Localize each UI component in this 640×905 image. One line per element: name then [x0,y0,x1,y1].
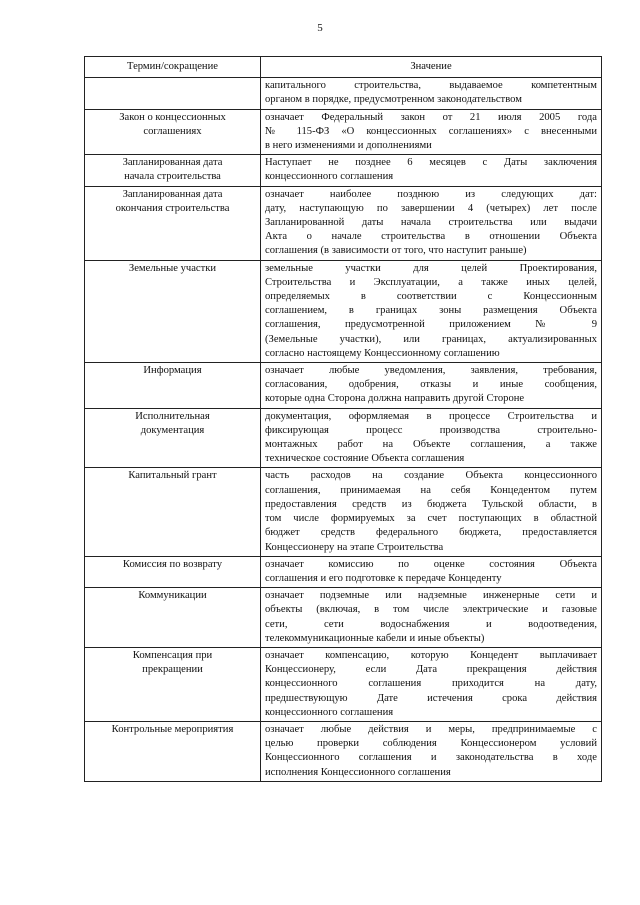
definition-line: (Земельные участки), или границах, актуализированных [265,333,597,345]
table-row [85,363,602,409]
definition-line: предоставления средств из бюджета Тульской области, в [265,498,597,510]
table-row [85,468,602,556]
definition-line: которые одна Сторона должна направить другой Стороне [265,393,525,405]
term-line: Запланированная дата [122,188,223,200]
definition-line: означает подземные или надземные инженерные сети и [265,590,597,602]
header-meaning: Значение [261,57,602,78]
term-line: Исполнительная [135,410,210,422]
table-row [85,155,602,186]
header-term: Термин/сокращение [85,57,261,78]
table-row [85,186,602,260]
table-row [85,647,602,721]
definition-line: телекоммуникационные кабели и иные объекты) [265,632,485,644]
definition-line: Акта о начале строительства в отношении Объекта [265,231,597,243]
definition-line: капитального строительства, выдаваемое компетентным [265,80,597,92]
table-row [85,260,602,362]
definition-cell [261,155,602,186]
term-cell [85,556,261,587]
definition-cell [261,588,602,648]
definition-cell [261,647,602,721]
definition-line: соглашения (в зависимости от того, что наступит раньше) [265,245,527,257]
definition-line: концессионного соглашения [265,171,394,183]
definition-line: соглашения, предусмотренной приложением № 9 [265,319,597,331]
term-cell [85,588,261,648]
term-cell [85,647,261,721]
term-line: Капитальный грант [128,470,217,482]
definition-line: бюджет средств федерального бюджета, предоставляется [265,527,597,539]
term-line: документация [140,424,205,436]
term-cell [85,468,261,556]
definition-line: означает наиболее позднюю из следующих дат: [265,188,597,200]
definition-cell [261,556,602,587]
table-row [85,721,602,781]
term-cell [85,260,261,362]
table-row [85,408,602,468]
definition-line: Концессионеру на этапе Строительства [265,541,444,553]
definition-line: соглашением, в границах зоны размещения Объекта [265,305,597,317]
definition-line: монтажных работ на Объекте соглашения, а также [265,439,597,451]
definition-line: исполнения Концессионного соглашения [265,766,451,778]
definition-line: Строительства и Эксплуатации, а также иных целей, [265,276,597,288]
definition-line: означает компенсацию, которую Концедент выплачивает [265,649,597,661]
term-line: Коммуникации [138,590,207,602]
definition-cell [261,468,602,556]
terms-table [84,56,602,782]
term-line: Контрольные мероприятия [111,723,234,735]
table-row [85,109,602,155]
definition-line: Концессионеру, если Дата прекращения действия [265,664,597,676]
table-row [85,588,602,648]
definition-line: концессионного соглашения приходится на дату, [265,678,597,690]
term-cell [85,186,261,260]
definition-line: Запланированной даты начала строительства или выдачи [265,217,597,229]
definition-line: фиксирующая процесс производства строительно- [265,424,597,436]
definition-line: техническое состояние Объекта соглашения [265,453,465,465]
term-line: Закон о концессионных [119,111,226,123]
definition-line: согласно настоящему Концессионному соглашению [265,347,500,359]
definition-line: означает Федеральный закон от 21 июля 2005 года [265,111,597,123]
definition-line: том числе формируемых за счет поступающих в областной [265,513,597,525]
definition-line: означает комиссию по оценке состояния Объекта [265,558,597,570]
definition-line: Концессионного соглашения и законодательства в ходе [265,752,597,764]
definition-line: означает любые действия и меры, предпринимаемые с [265,723,597,735]
definition-line: согласования, одобрения, отказы и иные сообщения, [265,379,597,391]
term-line: Земельные участки [128,262,217,274]
term-line: Комиссия по возврату [122,558,223,570]
definition-line: целью проверки соблюдения Концессионером условий [265,738,597,750]
term-line: Компенсация при [132,649,213,661]
definition-cell [261,186,602,260]
table-row [85,78,602,109]
term-cell [85,78,261,109]
definition-cell [261,363,602,409]
term-line: начала строительства [124,171,221,183]
definition-line: означает любые уведомления, заявления, требования, [265,365,597,377]
term-cell [85,408,261,468]
definition-cell [261,78,602,109]
definition-line: предшествующую Дате истечения срока действия [265,692,597,704]
definition-line: соглашения и его подготовке к передаче Концеденту [265,572,502,584]
definition-line: концессионного соглашения [265,706,394,718]
definition-cell [261,109,602,155]
page-number: 5 [317,22,323,34]
definition-cell [261,408,602,468]
definition-line: объекты (включая, в том числе электрические и газовые [265,604,597,616]
definition-line: органом в порядке, предусмотренном законодательством [265,94,522,106]
definition-line: соглашения, принимаемая на себя Концедентом путем [265,484,597,496]
term-line: Информация [143,365,202,377]
term-cell [85,363,261,409]
term-line: окончания строительства [115,202,230,214]
term-line: соглашениях [143,125,202,137]
term-line: Запланированная дата [122,157,223,169]
definition-line: № 115-ФЗ «О концессионных соглашениях» с внесенными [265,125,597,137]
term-cell [85,109,261,155]
table-row [85,556,602,587]
definition-line: сети, сети водоснабжения и водоотведения, [265,618,597,630]
definition-cell [261,260,602,362]
table-header-row [85,57,602,78]
term-line: прекращении [142,664,203,676]
definition-line: земельные участки для целей Проектирования, [265,262,597,274]
definition-line: в него изменениями и дополнениями [265,140,432,152]
term-cell [85,721,261,781]
definition-line: часть расходов на создание Объекта концессионного [265,470,597,482]
definition-line: дату, наступающую по завершении 4 (четырех) лет после [265,202,597,214]
definition-line: Наступает не позднее 6 месяцев с Даты заключения [265,157,597,169]
definition-cell [261,721,602,781]
term-cell [85,155,261,186]
definition-line: документация, оформляемая в процессе Строительства и [265,410,597,422]
definition-line: определяемых в соответствии с Концессионным [265,291,597,303]
